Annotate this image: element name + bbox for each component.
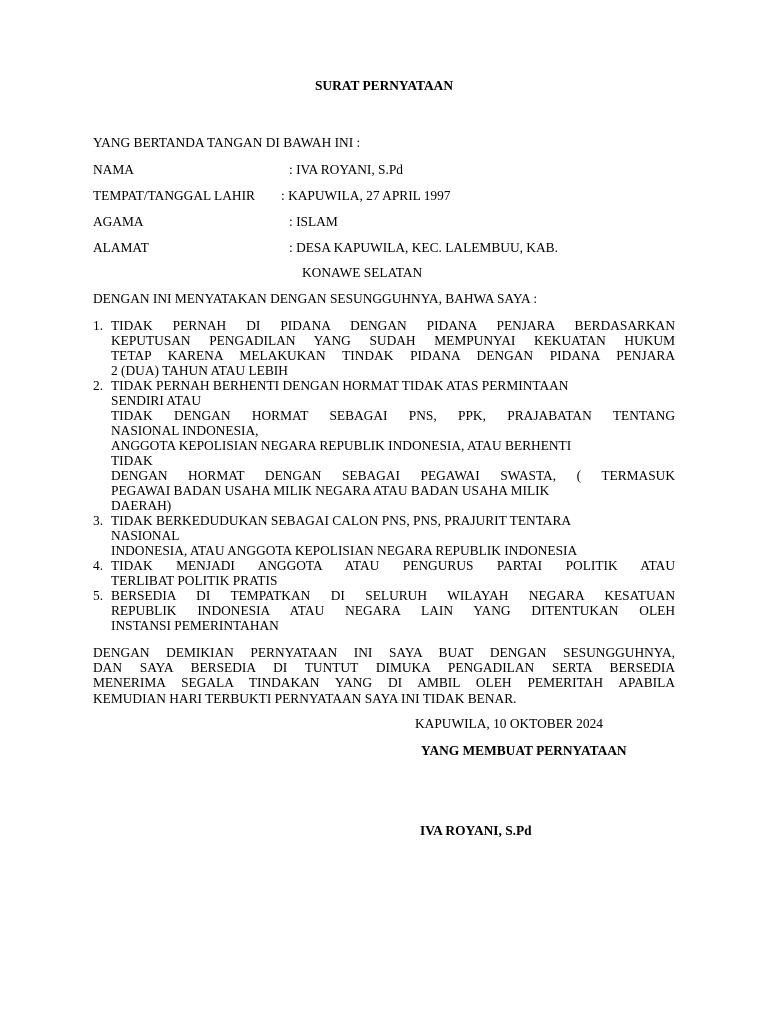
list-item-number: 3. xyxy=(93,513,104,528)
place-date: KAPUWILA, 10 OKTOBER 2024 xyxy=(415,716,603,731)
closing-line: KEMUDIAN HARI TERBUKTI PERNYATAAN SAYA INI TIDAK BENAR. xyxy=(93,690,517,706)
signer-title: YANG MEMBUAT PERNYATAAN xyxy=(421,743,627,758)
list-item-line: TIDAK PERNAH DI PIDANA DENGAN PIDANA PENJARA BERDASARKAN xyxy=(111,318,675,333)
list-item-line: KEPUTUSAN PENGADILAN YANG SUDAH MEMPUNYAI KEKUATAN HUKUM xyxy=(111,333,675,348)
list-item-text xyxy=(111,558,675,588)
closing-line: MENERIMA SEGALA TINDAKAN YANG DI AMBIL OLEH PEMERITAH APABILA xyxy=(93,675,675,691)
closing-line: DENGAN DEMIKIAN PERNYATAAN INI SAYA BUAT DENGAN SESUNGGUHNYA, xyxy=(93,645,675,660)
list-item-line: INSTANSI PEMERINTAHAN xyxy=(111,618,279,633)
field-alamat-value: : DESA KAPUWILA, KEC. LALEMBUU, KAB. xyxy=(289,240,558,255)
list-item xyxy=(93,318,675,378)
list-item-line: TIDAK DENGAN HORMAT SEBAGAI PNS, PPK, PRAJABATAN TENTANG xyxy=(111,408,675,423)
list-item-text xyxy=(111,588,675,633)
list-item-number: 4. xyxy=(93,558,104,573)
list-item-text xyxy=(111,378,675,513)
field-ttl-label: TEMPAT/TANGGAL LAHIR xyxy=(93,188,255,203)
list-item-number: 2. xyxy=(93,378,104,393)
field-ttl-value: : KAPUWILA, 27 APRIL 1997 xyxy=(281,188,451,203)
list-item-line: 2 (DUA) TAHUN ATAU LEBIH xyxy=(111,363,288,378)
field-nama-value: : IVA ROYANI, S.Pd xyxy=(289,162,403,177)
list-item xyxy=(93,588,675,633)
list-item-line: TIDAK BERKEDUDUKAN SEBAGAI CALON PNS, PNS, PRAJURIT TENTARA xyxy=(111,513,572,528)
list-item xyxy=(93,558,675,588)
document-title: SURAT PERNYATAAN xyxy=(314,78,454,93)
closing-paragraph xyxy=(93,645,675,706)
list-item-number: 1. xyxy=(93,318,104,333)
intro-text: YANG BERTANDA TANGAN DI BAWAH INI : xyxy=(93,135,361,150)
list-item-line: TIDAK xyxy=(111,453,153,468)
list-item-line: TIDAK MENJADI ANGGOTA ATAU PENGURUS PARTAI POLITIK ATAU xyxy=(111,558,675,573)
field-alamat-value-line2: KONAWE SELATAN xyxy=(302,265,423,280)
list-item-line: SENDIRI ATAU xyxy=(111,393,202,408)
list-item-line: REPUBLIK INDONESIA ATAU NEGARA LAIN YANG DITENTUKAN OLEH xyxy=(111,603,675,618)
list-item-line: NASIONAL INDONESIA, xyxy=(111,423,259,438)
list-item-line: PEGAWAI BADAN USAHA MILIK NEGARA ATAU BADAN USAHA MILIK xyxy=(111,483,550,498)
list-item-line: BERSEDIA DI TEMPATKAN DI SELURUH WILAYAH NEGARA KESATUAN xyxy=(111,588,675,603)
list-item xyxy=(93,378,675,513)
list-item-text xyxy=(111,513,675,558)
list-item-line: TERLIBAT POLITIK PRATIS xyxy=(111,573,278,588)
list-item-line: TIDAK PERNAH BERHENTI DENGAN HORMAT TIDAK ATAS PERMINTAAN xyxy=(111,378,569,393)
list-item-line: NASIONAL xyxy=(111,528,180,543)
signer-name: IVA ROYANI, S.Pd xyxy=(420,823,532,838)
list-item-text xyxy=(111,318,675,378)
list-item-line: ANGGOTA KEPOLISIAN NEGARA REPUBLIK INDONESIA, ATAU BERHENTI xyxy=(111,438,572,453)
list-item-line: DENGAN HORMAT DENGAN SEBAGAI PEGAWAI SWASTA, ( TERMASUK xyxy=(111,468,675,483)
field-agama-value: : ISLAM xyxy=(289,214,338,229)
list-item-number: 5. xyxy=(93,588,104,603)
field-alamat-label: ALAMAT xyxy=(93,240,149,255)
list-item-line: DAERAH) xyxy=(111,498,172,513)
closing-line: DAN SAYA BERSEDIA DI TUNTUT DIMUKA PENGADILAN SERTA BERSEDIA xyxy=(93,660,675,676)
statement-list xyxy=(93,318,675,633)
list-item-line: TETAP KARENA MELAKUKAN TINDAK PIDANA DENGAN PIDANA PENJARA xyxy=(111,348,675,363)
list-item xyxy=(93,513,675,558)
list-item-line: INDONESIA, ATAU ANGGOTA KEPOLISIAN NEGARA REPUBLIK INDONESIA xyxy=(111,543,578,558)
field-nama-label: NAMA xyxy=(93,162,134,177)
field-agama-label: AGAMA xyxy=(93,214,144,229)
statement-intro: DENGAN INI MENYATAKAN DENGAN SESUNGGUHNYA, BAHWA SAYA : xyxy=(93,291,538,306)
